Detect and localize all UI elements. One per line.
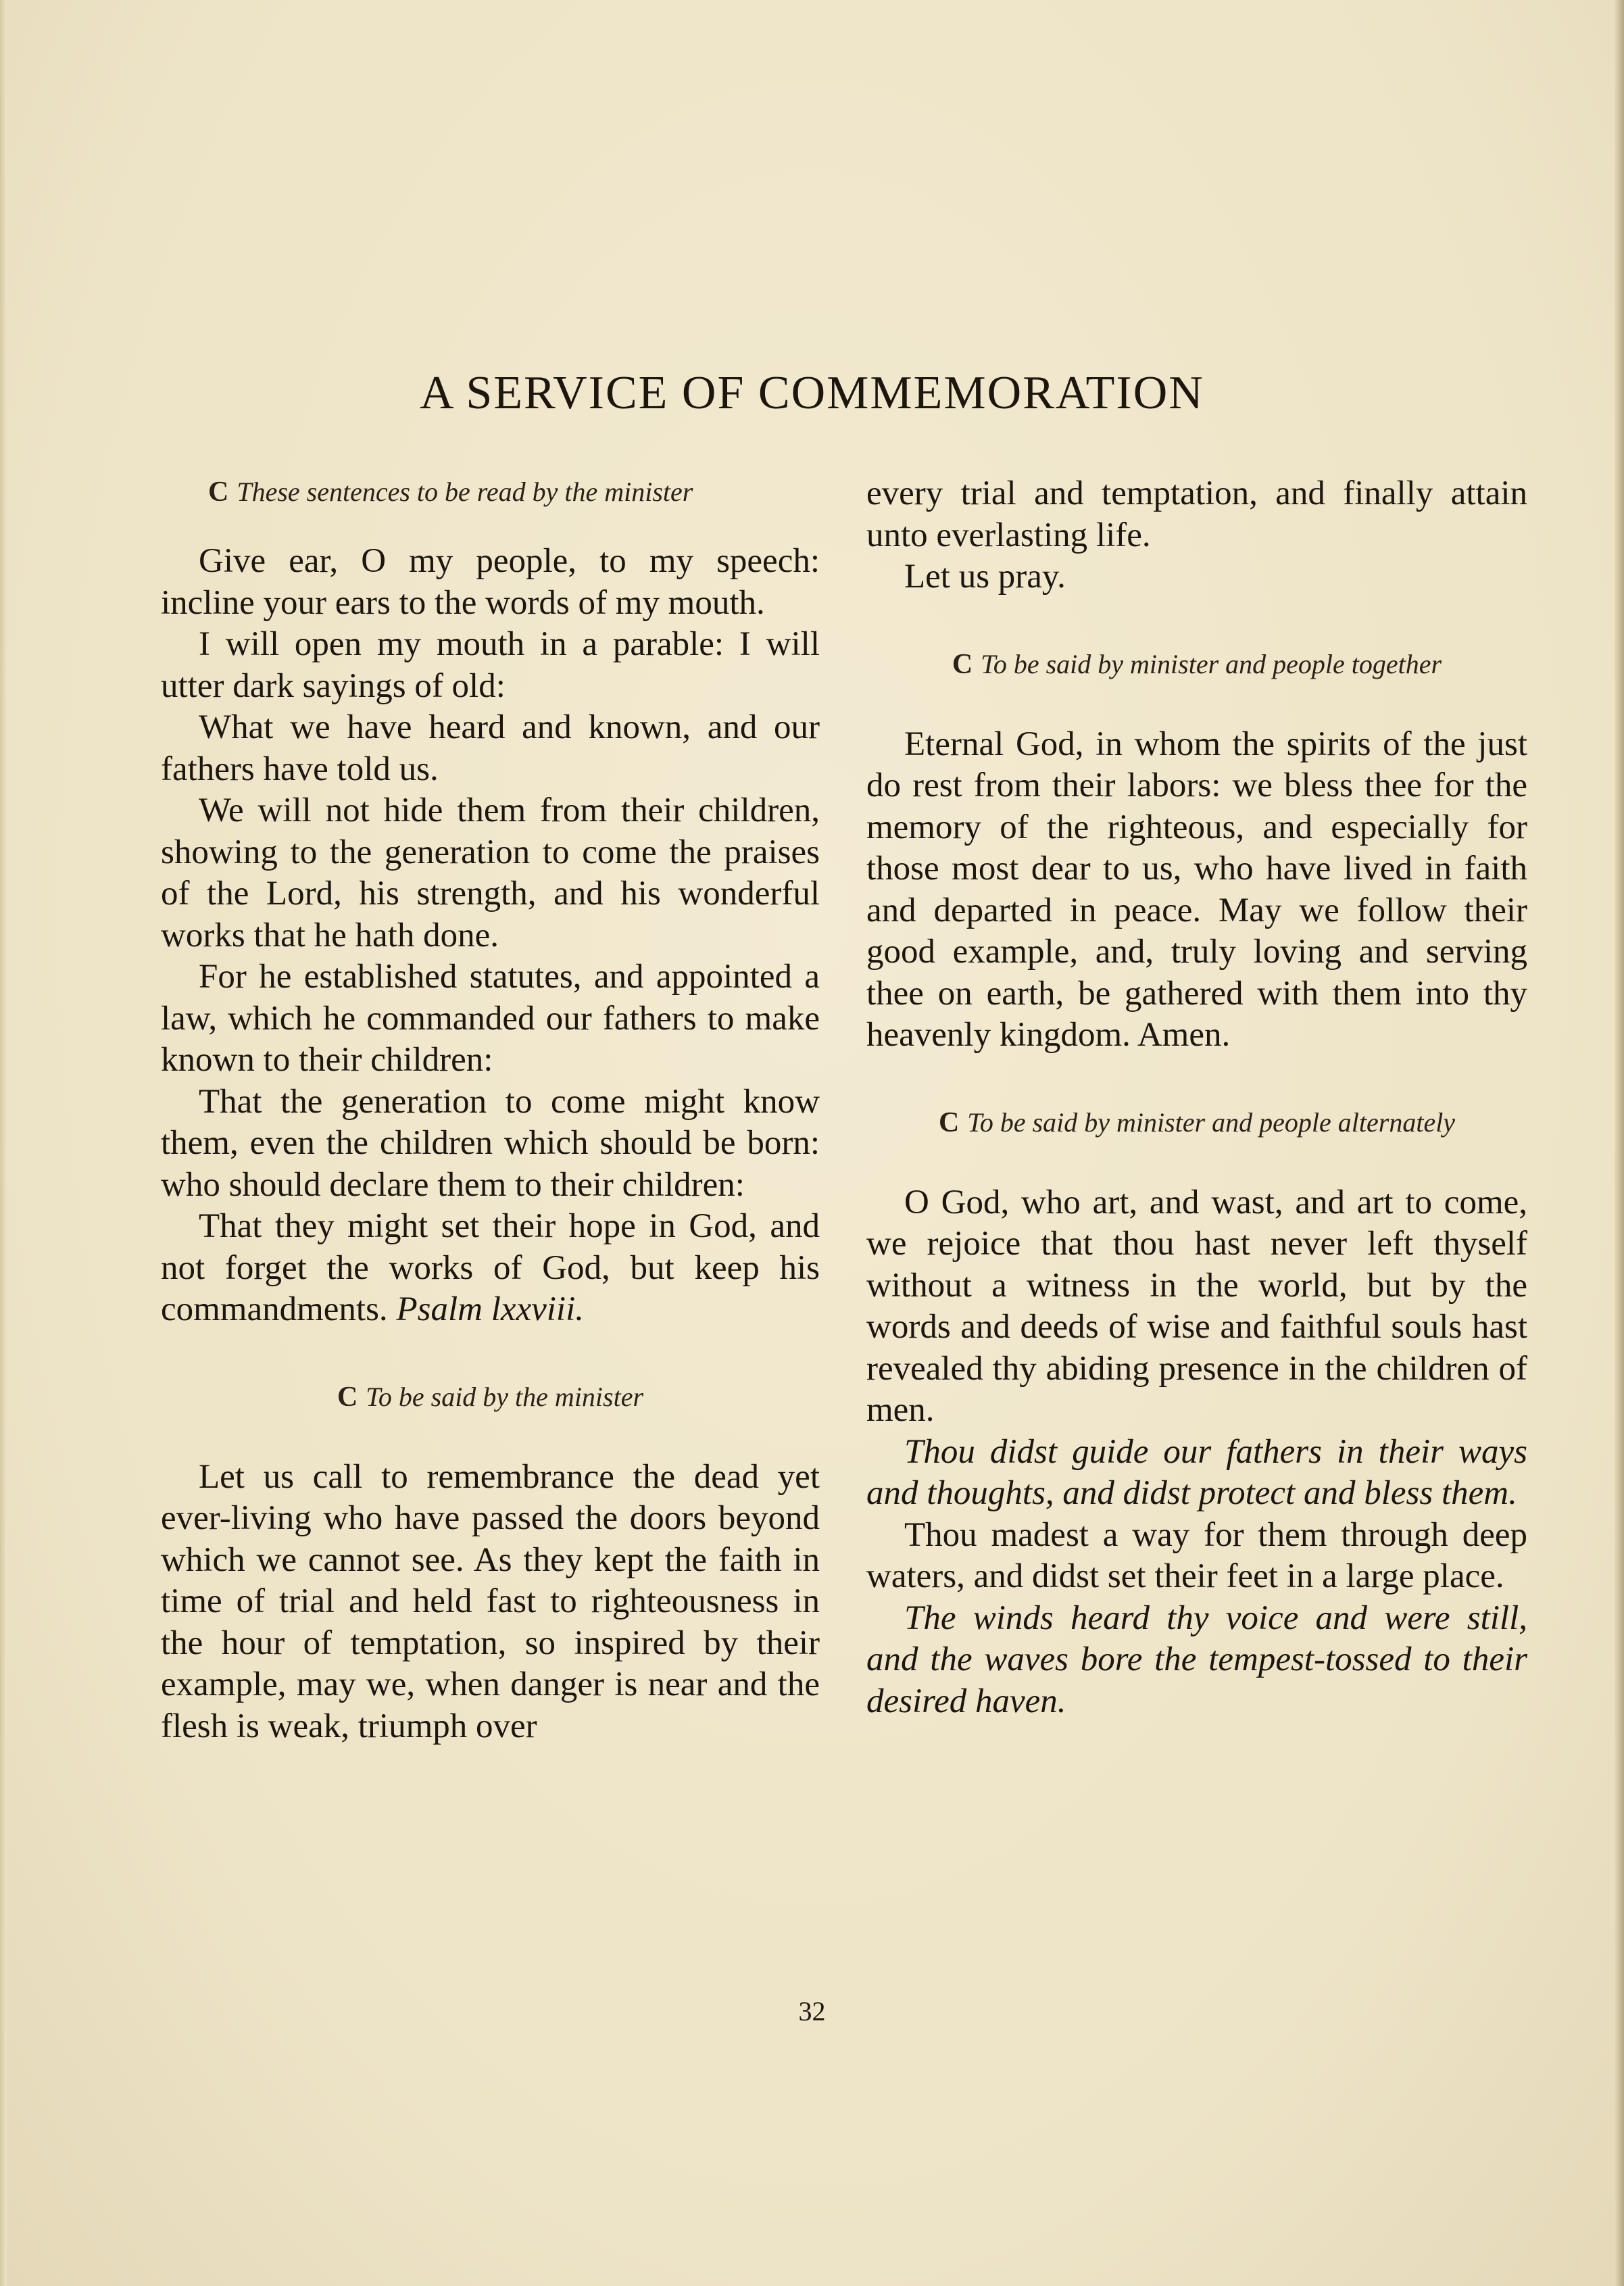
litany-verse: Thou madest a way for them through deep waters, and didst set their feet in a large place. — [866, 1515, 1527, 1595]
scripture-sentence: Give ear, O my people, to my speech: incline your ears to the words of my mouth. — [161, 542, 820, 622]
scripture-sentence: For he established statutes, and appointed a law, which he commanded our fathers to make known to their children: — [161, 958, 820, 1079]
left-column — [161, 473, 820, 1747]
right-column — [866, 473, 1527, 1722]
scripture-sentence-text: That they might set their hope in God, and not forget the works of God, but keep his commandments. — [161, 1207, 820, 1328]
page-title: A SERVICE OF COMMEMORATION — [420, 367, 1204, 419]
rubric-text: To be said by minister and people alternately — [967, 1106, 1456, 1138]
prayer-paragraph: Eternal God, in whom the spirits of the just do rest from their labors: we bless thee for the memory of the righteous, and especially for those most dear to us, who have lived in faith and departed in peace. May we follow their good example, and, truly loving and serving thee on earth, be gathered with them into thy heavenly kingdom. Amen. — [866, 725, 1527, 1054]
rubric-mark-icon: C — [952, 648, 973, 680]
rubric-text: These sentences to be read by the minister — [237, 477, 693, 507]
book-spine-shadow — [1615, 0, 1624, 2286]
scripture-sentence: What we have heard and known, and our fathers have told us. — [161, 708, 820, 788]
rubric-instruction — [866, 1104, 1527, 1142]
prayer-paragraph: Let us call to remembrance the dead yet ever-living who have passed the doors beyond which we cannot see. As they kept the faith in time of trial and held fast to righteousness in the hour of temptation, so inspired by their example, may we, when danger is near and the flesh is weak, triumph over — [161, 1457, 820, 1745]
rubric-mark-icon: C — [208, 477, 229, 508]
scripture-sentence: That the generation to come might know them, even the children which should be born: who should declare them to their children: — [161, 1082, 820, 1204]
scripture-sentence: We will not hide them from their children, showing to the generation to come the praises of the Lord, his strength, and his wonderful works that he hath done. — [161, 792, 820, 954]
scripture-sentence-last — [161, 1206, 820, 1331]
let-us-pray: Let us pray. — [904, 558, 1066, 595]
scripture-sentence: I will open my mouth in a parable: I will utter dark sayings of old: — [161, 625, 820, 705]
litany-response: The winds heard thy voice and were still, and the waves bore the tempest-tossed to their desired haven. — [866, 1599, 1527, 1720]
page-edge-shadow — [0, 0, 7, 2286]
rubric-instruction — [208, 473, 820, 511]
rubric-mark-icon: C — [938, 1106, 960, 1138]
rubric-text: To be said by minister and people together — [981, 648, 1442, 679]
rubric-instruction — [866, 646, 1527, 683]
page-number: 32 — [798, 1996, 826, 2026]
scripture-citation: Psalm lxxviii. — [396, 1290, 585, 1328]
prayer-continuation: every trial and temptation, and finally attain unto everlasting life. — [866, 475, 1527, 554]
litany-verse: O God, who art, and wast, and art to come, we rejoice that thou hast never left thyself without a witness in the world, but by the words and deeds of wise and faithful souls hast revealed thy abiding presence in the children of men. — [866, 1183, 1527, 1429]
rubric-instruction — [161, 1378, 820, 1416]
rubric-text: To be said by the minister — [366, 1381, 644, 1412]
rubric-mark-icon: C — [337, 1381, 358, 1413]
litany-response: Thou didst guide our fathers in their ways and thoughts, and didst protect and bless them. — [866, 1432, 1527, 1512]
